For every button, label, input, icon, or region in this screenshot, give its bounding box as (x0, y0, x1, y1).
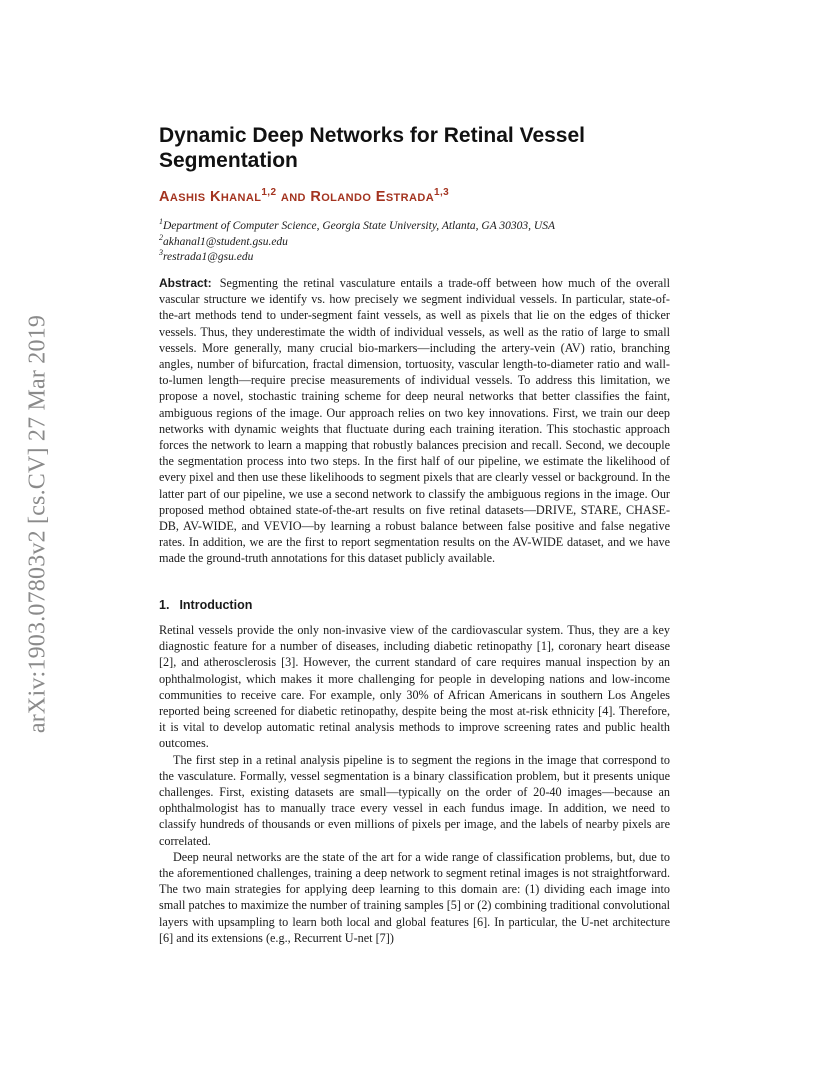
affiliation-department: $^1$Department of Computer Science, Georgia State University, Atlanta, GA 30303, USA (159, 217, 556, 232)
paragraph: Deep neural networks are the state of the art for a wide range of classification problems, but, due to the aforementioned challenges, training a deep network to segment retinal images is not straightforward. The two main strategies for applying deep learning to this domain are: (1) dividing each image into small patches to maximize the number of training samples [5] or (2) combining traditional convolutional layers with upsampling to learn both local and global features [6]. In particular, the U-net architecture [6] and its extensions (e.g., Recurrent U-net [7]) (159, 849, 670, 945)
author-connector: AND (280, 191, 306, 204)
paragraph: The first step in a retinal analysis pipeline is to segment the regions in the image that correspond to the vasculature. Formally, vessel segmentation is a binary classification problem, but it presents unique challenges. First, existing datasets are small—typically on the order of 20-40 images—because an ophthalmologist has to manually trace every vessel in each fundus image. In addition, we need to classify hundreds of thousands or even millions of pixels per image, and the labels of nearby pixels are correlated. (159, 752, 670, 848)
section-title: Introduction (179, 598, 253, 612)
paragraph: Retinal vessels provide the only non-invasive view of the cardiovascular system. Thus, they are a key diagnostic feature for a number of diseases, including diabetic retinopathy [1], coronary heart disease [2], and atherosclerosis [3]. However, the current standard of care requires manual inspection by an ophthalmologist, which makes it more challenging for people in developing nations and low-income communities to receive care. For example, only 30% of African Americans in southern Los Angeles reported being screened for diabetic retinopathy, despite being the most at-risk ethnicity [4]. Therefore, it is vital to develop automatic retinal analysis methods to improve screening rates and public health outcomes. (159, 623, 670, 751)
abstract (159, 275, 670, 567)
paper-title: Dynamic Deep Networks for Retinal Vessel Segmentation (159, 124, 585, 172)
affiliation-email-2: $^3$restrada1@gsu.edu (159, 248, 254, 263)
author-1-affiliation-mark: 1,2 (261, 187, 277, 198)
abstract-label: Abstract: (159, 276, 212, 290)
arxiv-identifier: arXiv:1903.07803v2 [cs.CV] 27 Mar 2019 (24, 314, 51, 734)
author-2: ROLANDO ESTRADA$^{1,3}$ (310, 187, 450, 205)
section-heading-introduction (159, 598, 252, 612)
author-2-affiliation-mark: 1,3 (434, 187, 450, 198)
introduction-body (159, 622, 670, 946)
author-line (159, 187, 449, 205)
abstract-text: Segmenting the retinal vasculature entails a trade-off between how much of the overall vascular structure we identify vs. how precisely we segment individual vessels. In particular, state-of-the-art methods tend to under-segment faint vessels, as well as pixels that lie on the edges of thicker vessels. Thus, they underestimate the width of individual vessels, as well as the ratio of large to small vessels. More generally, many crucial bio-markers—including the artery-vein (AV) ratio, branching angles, number of bifurcation, fractal dimension, tortuosity, vascular length-to-diameter ratio and wall-to-lumen length—require precise measurements of individual vessels. To address this limitation, we propose a novel, stochastic training scheme for deep neural networks that better classifies the faint, ambiguous regions of the image. Our approach relies on two key innovations. First, we train our deep networks with dynamic weights that fluctuate during each training iteration. This stochastic approach forces the network to learn a mapping that robustly balances precision and recall. Second, we decouple the segmentation process into two steps. In the first half of our pipeline, we estimate the likelihood of every pixel and then use these likelihoods to segment pixels that are clearly vessel or background. In the latter part of our pipeline, we use a second network to classify the ambiguous regions in the image. Our proposed method obtained state-of-the-art results on five retinal datasets—DRIVE, STARE, CHASE-DB, AV-WIDE, and VEVIO—by learning a robust balance between false positive and false negative rates. In addition, we are the first to report segmentation results on the AV-WIDE dataset, and we have made the ground-truth annotations for this dataset publicly available. (159, 276, 670, 566)
section-number: 1. (159, 598, 170, 612)
author-1: AASHIS KHANAL$^{1,2}$ (159, 187, 277, 205)
affiliation-email-1: $^2$akhanal1@student.gsu.edu (159, 233, 288, 248)
